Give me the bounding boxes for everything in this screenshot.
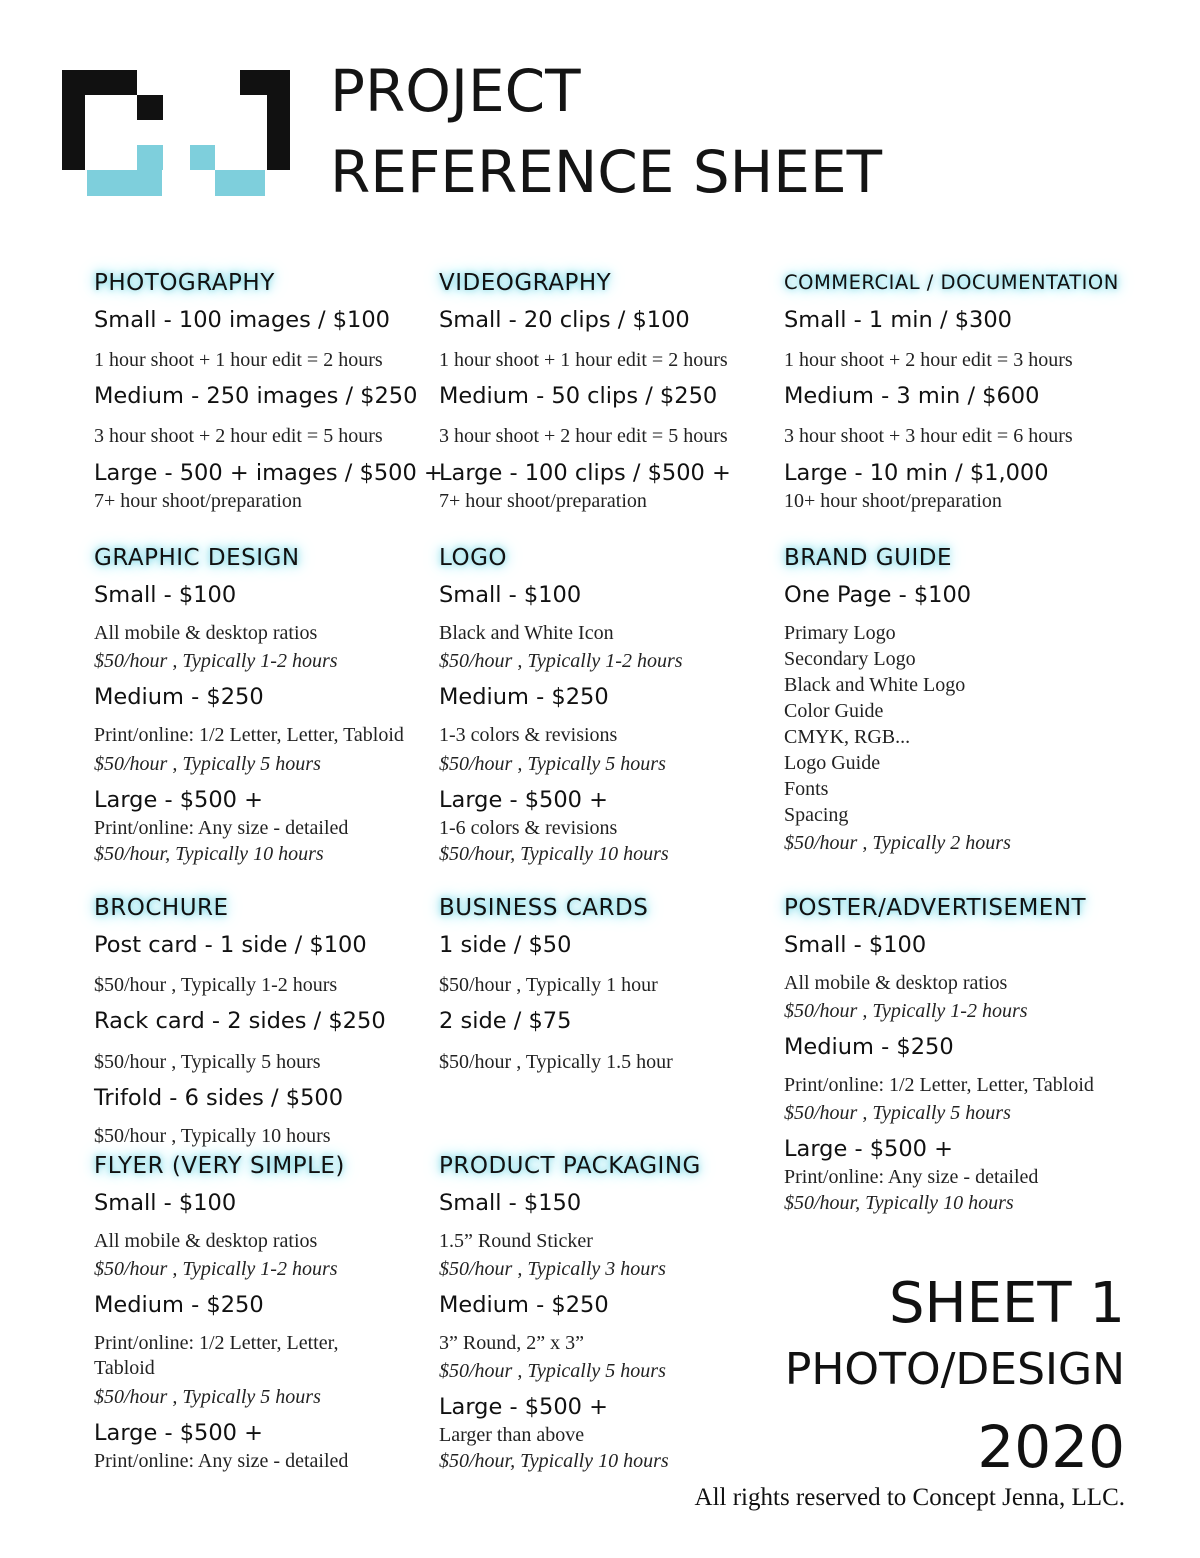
- section-heading: COMMERCIAL / DOCUMENTATION: [784, 271, 1119, 294]
- tier-medium: Medium - $250: [94, 684, 264, 710]
- brand-item: Primary Logo: [784, 622, 896, 644]
- tier-large: Large - $500 +: [94, 1420, 263, 1446]
- tier-rate: $50/hour , Typically 5 hours: [439, 753, 666, 775]
- tier-small: Small - 1 min / $300: [784, 307, 1012, 333]
- sheet-number: SHEET 1: [888, 1271, 1125, 1336]
- tier-large: Trifold - 6 sides / $500: [94, 1085, 344, 1111]
- section-heading: FLYER (VERY SIMPLE): [94, 1153, 345, 1179]
- tier-large: Large - $500 +: [439, 787, 608, 813]
- tier-note: 3” Round, 2” x 3”: [439, 1332, 584, 1354]
- tier-note: 1.5” Round Sticker: [439, 1230, 593, 1252]
- tier-rate: $50/hour , Typically 5 hours: [94, 753, 321, 775]
- tier-large: Large - 500 + images / $500 +: [94, 460, 443, 486]
- tier-note: 3 hour shoot + 3 hour edit = 6 hours: [784, 425, 1073, 447]
- tier-note: 1 hour shoot + 1 hour edit = 2 hours: [94, 349, 383, 371]
- section-heading: BROCHURE: [94, 895, 229, 921]
- tier-note: 1-6 colors & revisions: [439, 817, 618, 839]
- sheet-category: PHOTO/DESIGN: [784, 1344, 1125, 1395]
- tier-note: 10+ hour shoot/preparation: [784, 490, 1002, 512]
- tier-note: Print/online: Any size - detailed: [784, 1166, 1039, 1188]
- page-title-line1: PROJECT: [330, 57, 581, 125]
- tier-small: Small - $100: [94, 1190, 237, 1216]
- tier-rate: $50/hour , Typically 10 hours: [94, 1125, 331, 1147]
- section-heading: POSTER/ADVERTISEMENT: [784, 895, 1087, 921]
- tier-medium: Medium - $250: [439, 684, 609, 710]
- tier-rate: $50/hour , Typically 1 hour: [439, 974, 658, 996]
- tier-rate: $50/hour , Typically 2 hours: [784, 832, 1011, 854]
- tier-note: 1 hour shoot + 1 hour edit = 2 hours: [439, 349, 728, 371]
- tier-rate: $50/hour, Typically 10 hours: [439, 843, 669, 865]
- tier-small: Small - 20 clips / $100: [439, 307, 690, 333]
- tier-rate: $50/hour, Typically 10 hours: [439, 1450, 669, 1472]
- tier-small: Small - $100: [94, 582, 237, 608]
- tier-medium: Medium - $250: [94, 1292, 264, 1318]
- section-heading: VIDEOGRAPHY: [439, 270, 612, 296]
- tier-large: Large - $500 +: [94, 787, 263, 813]
- tier-small: Post card - 1 side / $100: [94, 932, 367, 958]
- brand-item: Color Guide: [784, 700, 884, 722]
- logo: [62, 70, 292, 196]
- tier-large: Large - $500 +: [784, 1136, 953, 1162]
- tier-note: Print/online: 1/2 Letter, Letter, Tabloid: [784, 1074, 1094, 1096]
- brand-item: Secondary Logo: [784, 648, 916, 670]
- tier-note: Tabloid: [94, 1357, 155, 1379]
- section-heading: BUSINESS CARDS: [439, 895, 649, 921]
- tier-rate: $50/hour , Typically 1-2 hours: [94, 650, 338, 672]
- tier-note: Larger than above: [439, 1424, 585, 1446]
- tier-rate: $50/hour , Typically 5 hours: [784, 1102, 1011, 1124]
- tier-two-side: 2 side / $75: [439, 1008, 572, 1034]
- tier-medium: Medium - $250: [439, 1292, 609, 1318]
- tier-note: 7+ hour shoot/preparation: [439, 490, 647, 512]
- tier-small: Small - $100: [784, 932, 927, 958]
- tier-rate: $50/hour , Typically 1-2 hours: [94, 1258, 338, 1280]
- tier-one-page: One Page - $100: [784, 582, 972, 608]
- tier-rate: $50/hour , Typically 1-2 hours: [784, 1000, 1028, 1022]
- tier-note: All mobile & desktop ratios: [784, 972, 1008, 994]
- tier-note: Black and White Icon: [439, 622, 614, 644]
- tier-medium: Rack card - 2 sides / $250: [94, 1008, 386, 1034]
- tier-small: Small - 100 images / $100: [94, 307, 390, 333]
- tier-note: Print/online: 1/2 Letter, Letter, Tabloid: [94, 724, 404, 746]
- sheet-year: 2020: [977, 1413, 1125, 1481]
- tier-large: Large - 10 min / $1,000: [784, 460, 1049, 486]
- section-heading: PRODUCT PACKAGING: [439, 1153, 701, 1179]
- tier-medium: Medium - 50 clips / $250: [439, 383, 718, 409]
- brand-item: Spacing: [784, 804, 849, 826]
- tier-rate: $50/hour , Typically 5 hours: [94, 1386, 321, 1408]
- tier-rate: $50/hour , Typically 1-2 hours: [94, 974, 338, 996]
- tier-note: 3 hour shoot + 2 hour edit = 5 hours: [439, 425, 728, 447]
- page-title-line2: REFERENCE SHEET: [330, 138, 883, 206]
- tier-medium: Medium - $250: [784, 1034, 954, 1060]
- brand-item: Black and White Logo: [784, 674, 966, 696]
- tier-one-side: 1 side / $50: [439, 932, 572, 958]
- tier-note: Print/online: 1/2 Letter, Letter,: [94, 1332, 339, 1354]
- tier-medium: Medium - 3 min / $600: [784, 383, 1040, 409]
- tier-small: Small - $150: [439, 1190, 582, 1216]
- tier-rate: $50/hour , Typically 1.5 hour: [439, 1051, 673, 1073]
- brand-item: Fonts: [784, 778, 829, 800]
- brand-item: CMYK, RGB...: [784, 726, 911, 748]
- tier-small: Small - $100: [439, 582, 582, 608]
- copyright: All rights reserved to Concept Jenna, LLC.: [694, 1484, 1125, 1511]
- tier-rate: $50/hour , Typically 5 hours: [94, 1051, 321, 1073]
- tier-rate: $50/hour , Typically 3 hours: [439, 1258, 666, 1280]
- tier-note: Print/online: Any size - detailed: [94, 817, 349, 839]
- tier-large: Large - $500 +: [439, 1394, 608, 1420]
- tier-rate: $50/hour , Typically 5 hours: [439, 1360, 666, 1382]
- section-heading: GRAPHIC DESIGN: [94, 545, 300, 571]
- section-heading: BRAND GUIDE: [784, 545, 952, 571]
- tier-note: 7+ hour shoot/preparation: [94, 490, 302, 512]
- tier-large: Large - 100 clips / $500 +: [439, 460, 731, 486]
- tier-note: 1 hour shoot + 2 hour edit = 3 hours: [784, 349, 1073, 371]
- tier-rate: $50/hour, Typically 10 hours: [784, 1192, 1014, 1214]
- tier-medium: Medium - 250 images / $250: [94, 383, 418, 409]
- tier-rate: $50/hour , Typically 1-2 hours: [439, 650, 683, 672]
- tier-rate: $50/hour, Typically 10 hours: [94, 843, 324, 865]
- tier-note: All mobile & desktop ratios: [94, 1230, 318, 1252]
- brand-item: Logo Guide: [784, 752, 881, 774]
- tier-note: 1-3 colors & revisions: [439, 724, 618, 746]
- tier-note: All mobile & desktop ratios: [94, 622, 318, 644]
- section-heading: LOGO: [439, 545, 508, 571]
- section-heading: PHOTOGRAPHY: [94, 270, 275, 296]
- tier-note: Print/online: Any size - detailed: [94, 1450, 349, 1472]
- tier-note: 3 hour shoot + 2 hour edit = 5 hours: [94, 425, 383, 447]
